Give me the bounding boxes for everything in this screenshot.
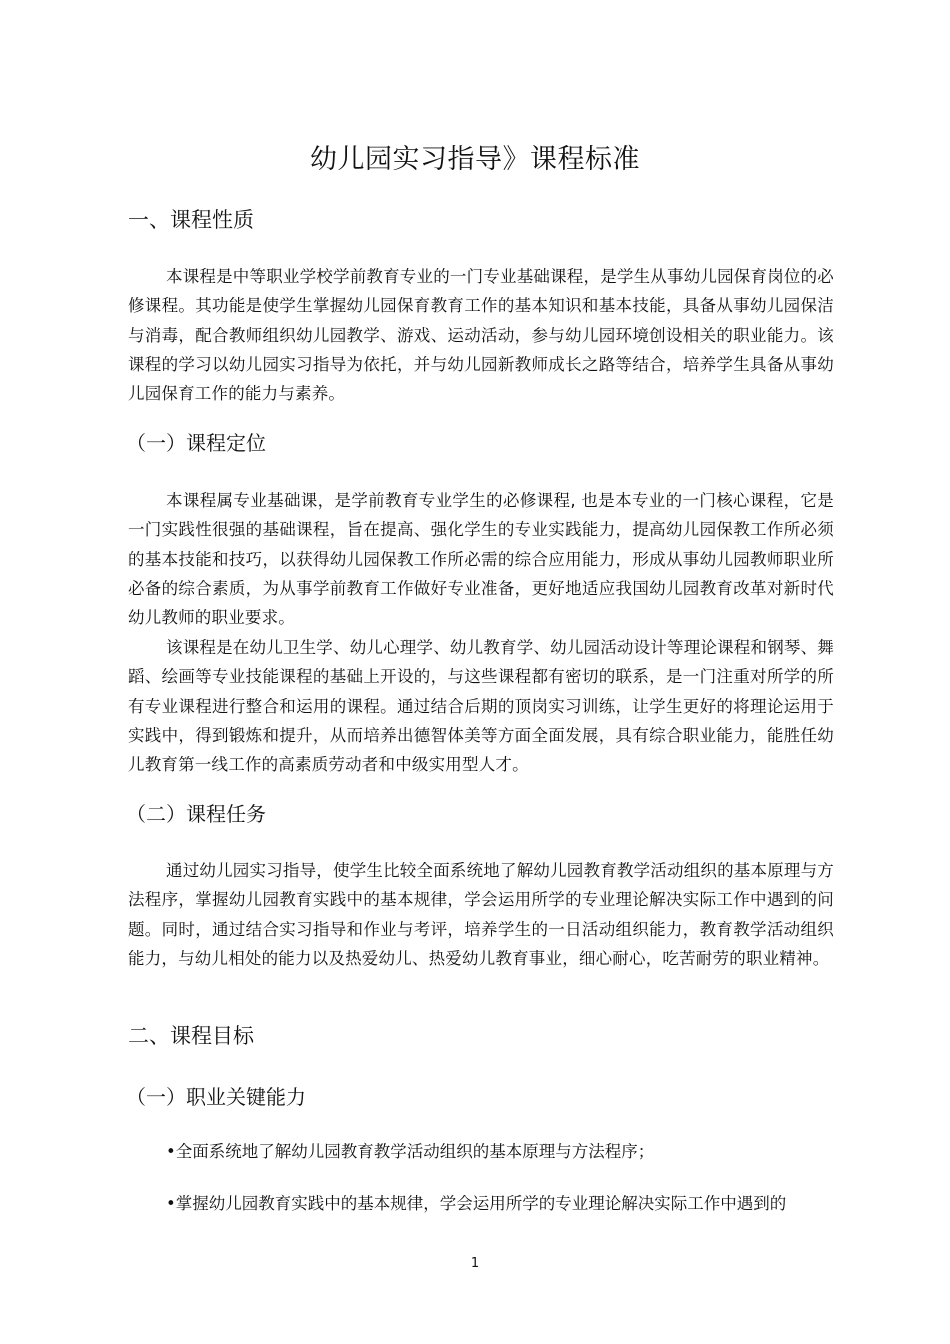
list-item: •掌握幼儿园教育实践中的基本规律，学会运用所学的专业理论解决实际工作中遇到的 [166, 1194, 787, 1213]
paragraph-course-positioning-1: 本课程属专业基础课，是学前教育专业学生的必修课程, 也是本专业的一门核心课程，它是一门实践性很强的基础课程，旨在提高、强化学生的专业实践能力，提高幼儿园保教工作所必须的基本技能和技巧，以获得幼儿园保教工作所必需的综合应用能力，形成从事幼儿园教师职业所必备的综合素质，为从事学前教育工作做好专业准备，更好地适应我国幼儿园教育改革对新时代幼儿教师的职业要求。 [128, 491, 834, 628]
subsection-heading-course-tasks: （二）课程任务 [126, 802, 266, 826]
section-heading-course-nature: 一、课程性质 [128, 208, 254, 232]
document-title: 幼儿园实习指导》课程标准 [310, 144, 640, 175]
paragraph-course-positioning-2: 该课程是在幼儿卫生学、幼儿心理学、幼儿教育学、幼儿园活动设计等理论课程和钢琴、舞蹈、绘画等专业技能课程的基础上开设的，与这些课程都有密切的联系，是一门注重对所学的所有专业课程进行整合和运用的课程。通过结合后期的顶岗实习训练，让学生更好的将理论运用于实践中，得到锻炼和提升，从而培养出德智体美等方面全面发展，具有综合职业能力，能胜任幼儿教育第一线工作的高素质劳动者和中级实用型人才。 [128, 638, 834, 775]
subsection-heading-key-abilities: （一）职业关键能力 [126, 1085, 306, 1109]
page-number: 1 [470, 1256, 480, 1271]
paragraph-course-nature: 本课程是中等职业学校学前教育专业的一门专业基础课程，是学生从事幼儿园保育岗位的必修课程。其功能是使学生掌握幼儿园保育教育工作的基本知识和基本技能，具备从事幼儿园保洁与消毒，配合教师组织幼儿园教学、游戏、运动活动，参与幼儿园环境创设相关的职业能力。该课程的学习以幼儿园实习指导为依托，并与幼儿园新教师成长之路等结合，培养学生具备从事幼儿园保育工作的能力与素养。 [128, 267, 834, 404]
subsection-heading-course-positioning: （一）课程定位 [126, 431, 266, 455]
section-heading-course-objectives: 二、课程目标 [128, 1024, 254, 1048]
paragraph-course-tasks: 通过幼儿园实习指导，使学生比较全面系统地了解幼儿园教育教学活动组织的基本原理与方法程序，掌握幼儿园教育实践中的基本规律，学会运用所学的专业理论解决实际工作中遇到的问题。同时，通过结合实习指导和作业与考评，培养学生的一日活动组织能力，教育教学活动组织能力，与幼儿相处的能力以及热爱幼儿、热爱幼儿教育事业，细心耐心，吃苦耐劳的职业精神。 [128, 861, 834, 968]
list-item: •全面系统地了解幼儿园教育教学活动组织的基本原理与方法程序； [166, 1142, 655, 1161]
